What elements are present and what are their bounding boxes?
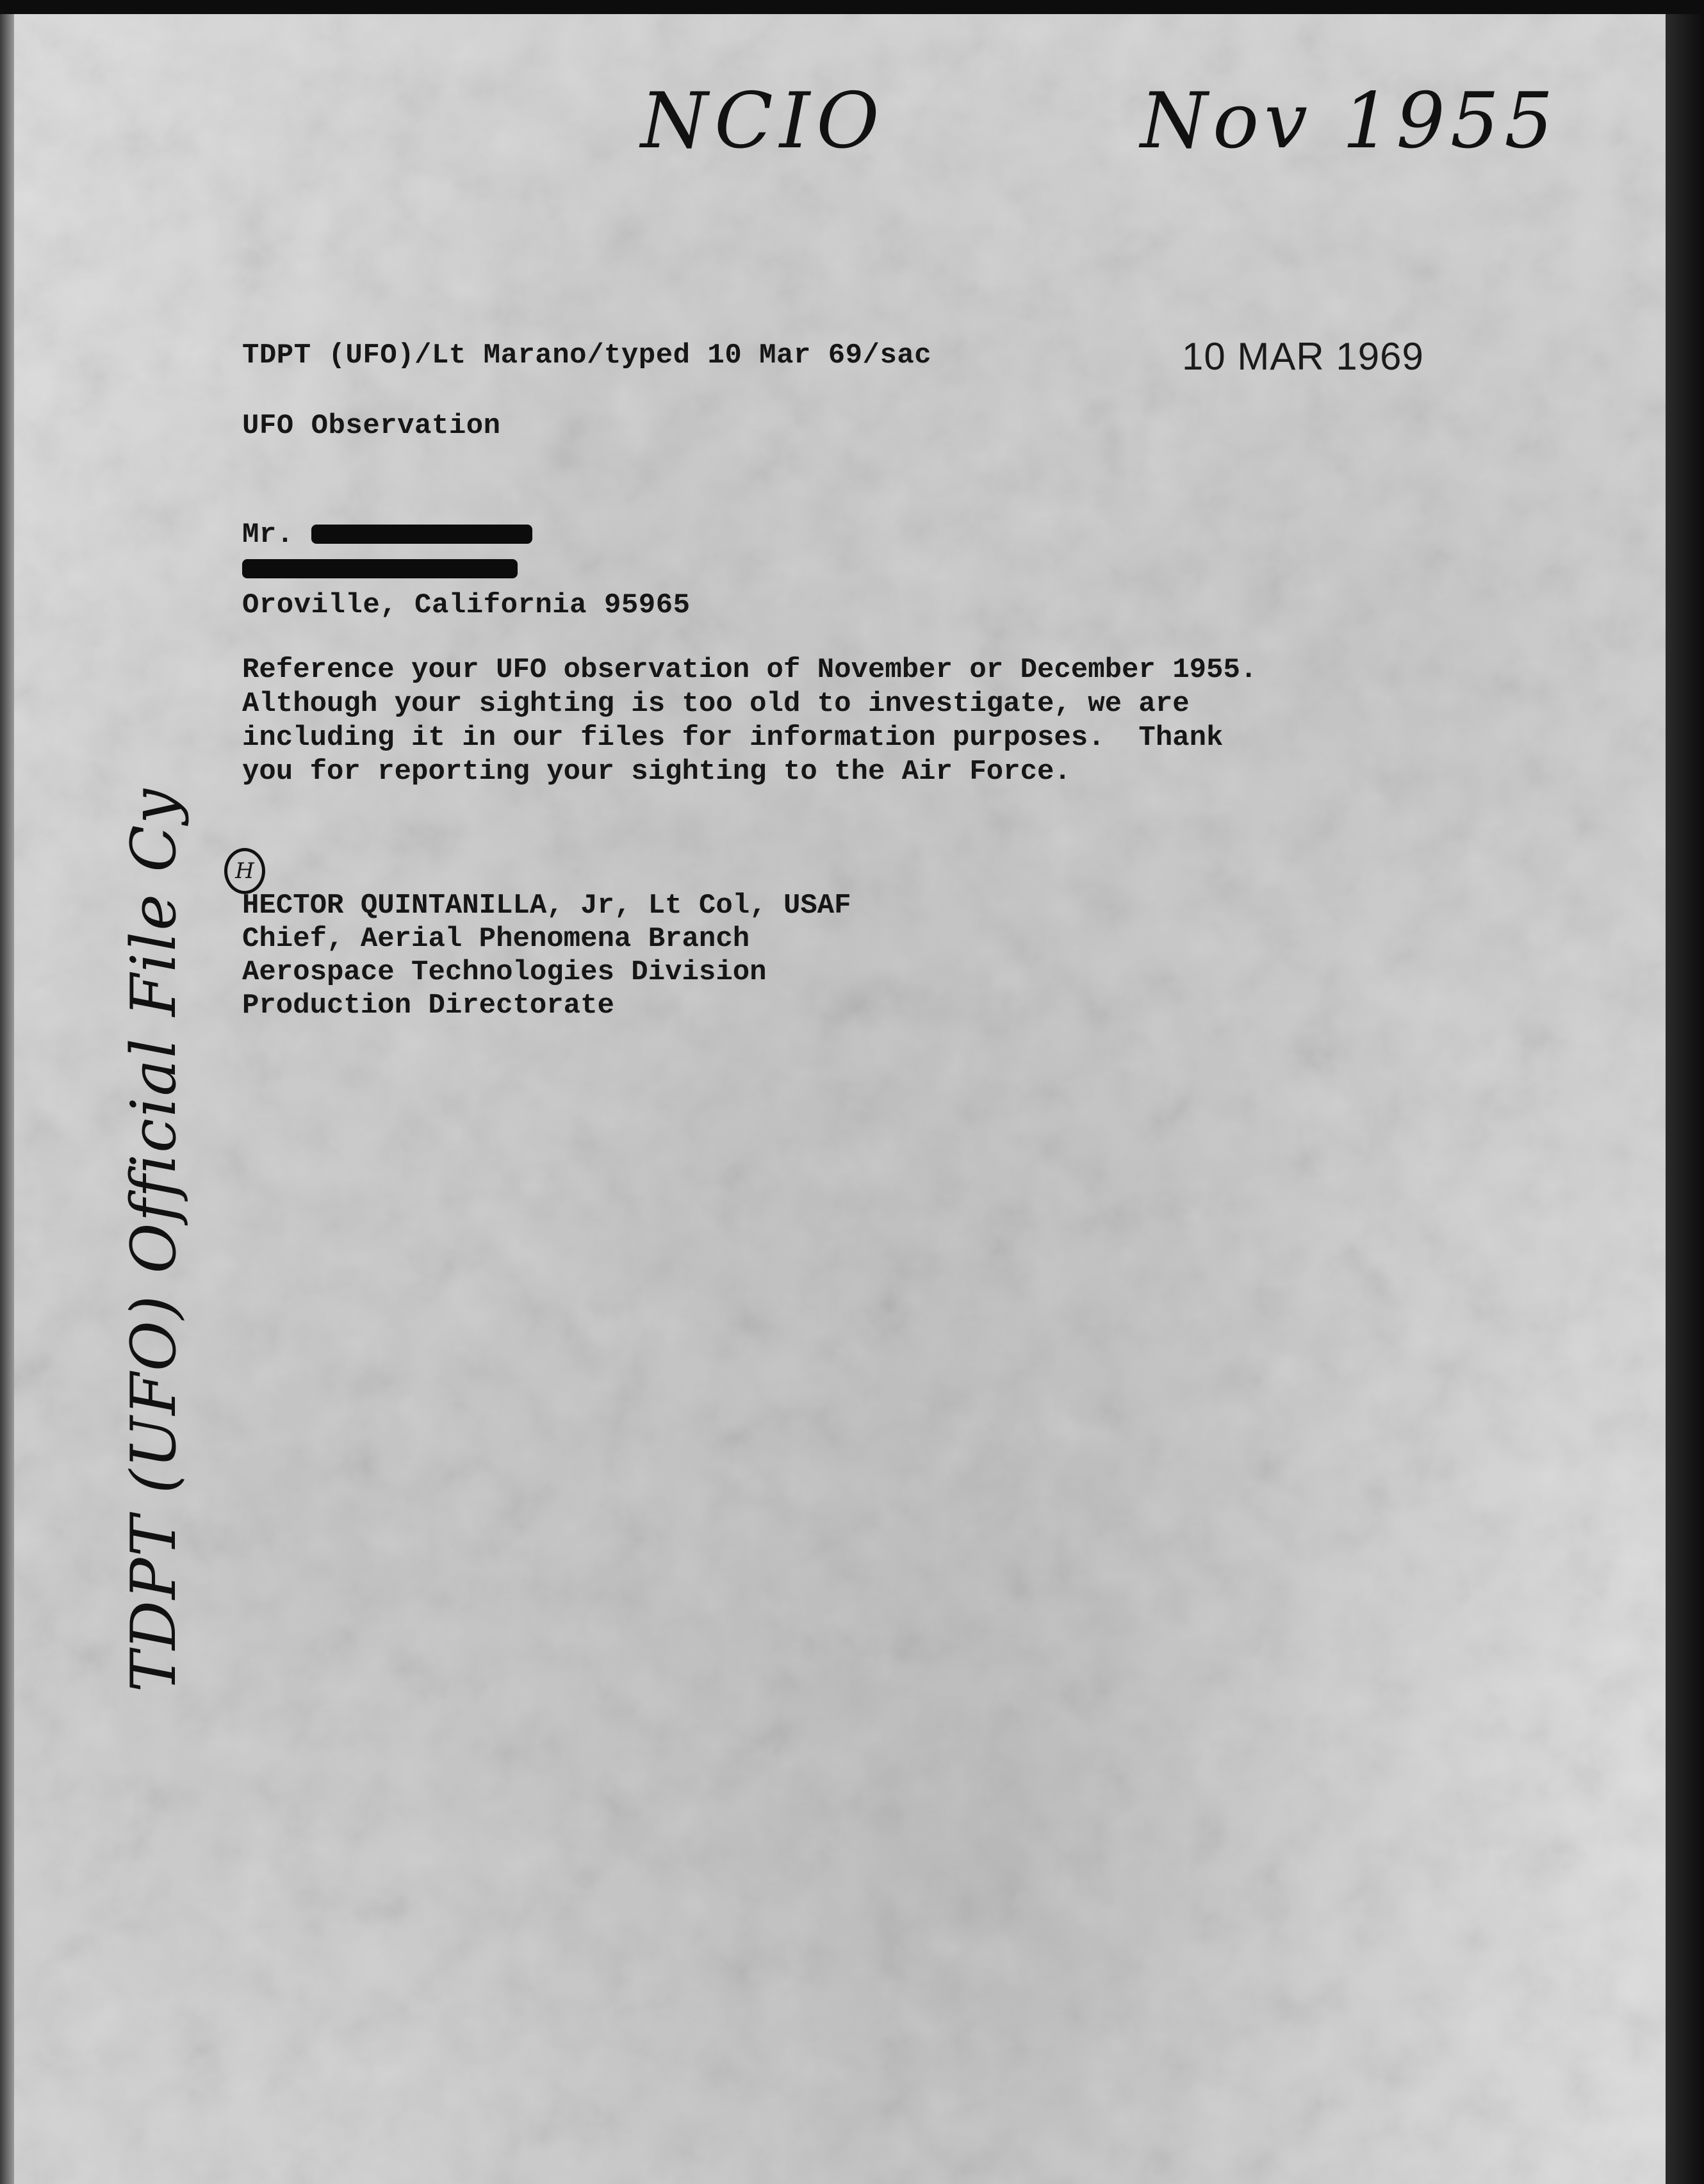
letter-body	[242, 653, 1331, 789]
signature-division: Aerospace Technologies Division	[242, 956, 767, 988]
handwritten-margin-note: TDPT (UFO) Official File Cy	[118, 787, 190, 1693]
signature-name: HECTOR QUINTANILLA, Jr, Lt Col, USAF	[242, 890, 851, 922]
scan-left-edge	[0, 14, 14, 2184]
subject-line: UFO Observation	[242, 410, 501, 442]
handwritten-ncio-note: NCIO	[641, 77, 886, 166]
handwritten-date-note: Nov 1955	[1140, 77, 1559, 166]
date-stamp: 10 MAR 1969	[1182, 335, 1424, 378]
body-line: including it in our files for information purposes. Thank	[242, 722, 1224, 754]
signature-title: Chief, Aerial Phenomena Branch	[242, 923, 750, 955]
addressee-name-line	[242, 517, 532, 552]
salutation: Mr.	[242, 519, 294, 551]
signature-directorate: Production Directorate	[242, 990, 614, 1022]
body-line: Although your sighting is too old to investigate, we are	[242, 688, 1190, 720]
addressee-city-line: Oroville, California 95965	[242, 589, 691, 621]
scan-top-border	[0, 0, 1704, 14]
body-line: you for reporting your sighting to the Air Force.	[242, 756, 1071, 788]
circled-initial: H	[224, 848, 265, 894]
scan-right-edge	[1666, 14, 1704, 2184]
body-line: Reference your UFO observation of November or December 1955.	[242, 654, 1258, 686]
addressee-street-line	[242, 552, 518, 587]
signature-block	[242, 889, 851, 1022]
redaction-bar	[311, 525, 532, 544]
office-symbol-line: TDPT (UFO)/Lt Marano/typed 10 Mar 69/sac	[242, 339, 932, 371]
redaction-bar	[242, 559, 518, 578]
